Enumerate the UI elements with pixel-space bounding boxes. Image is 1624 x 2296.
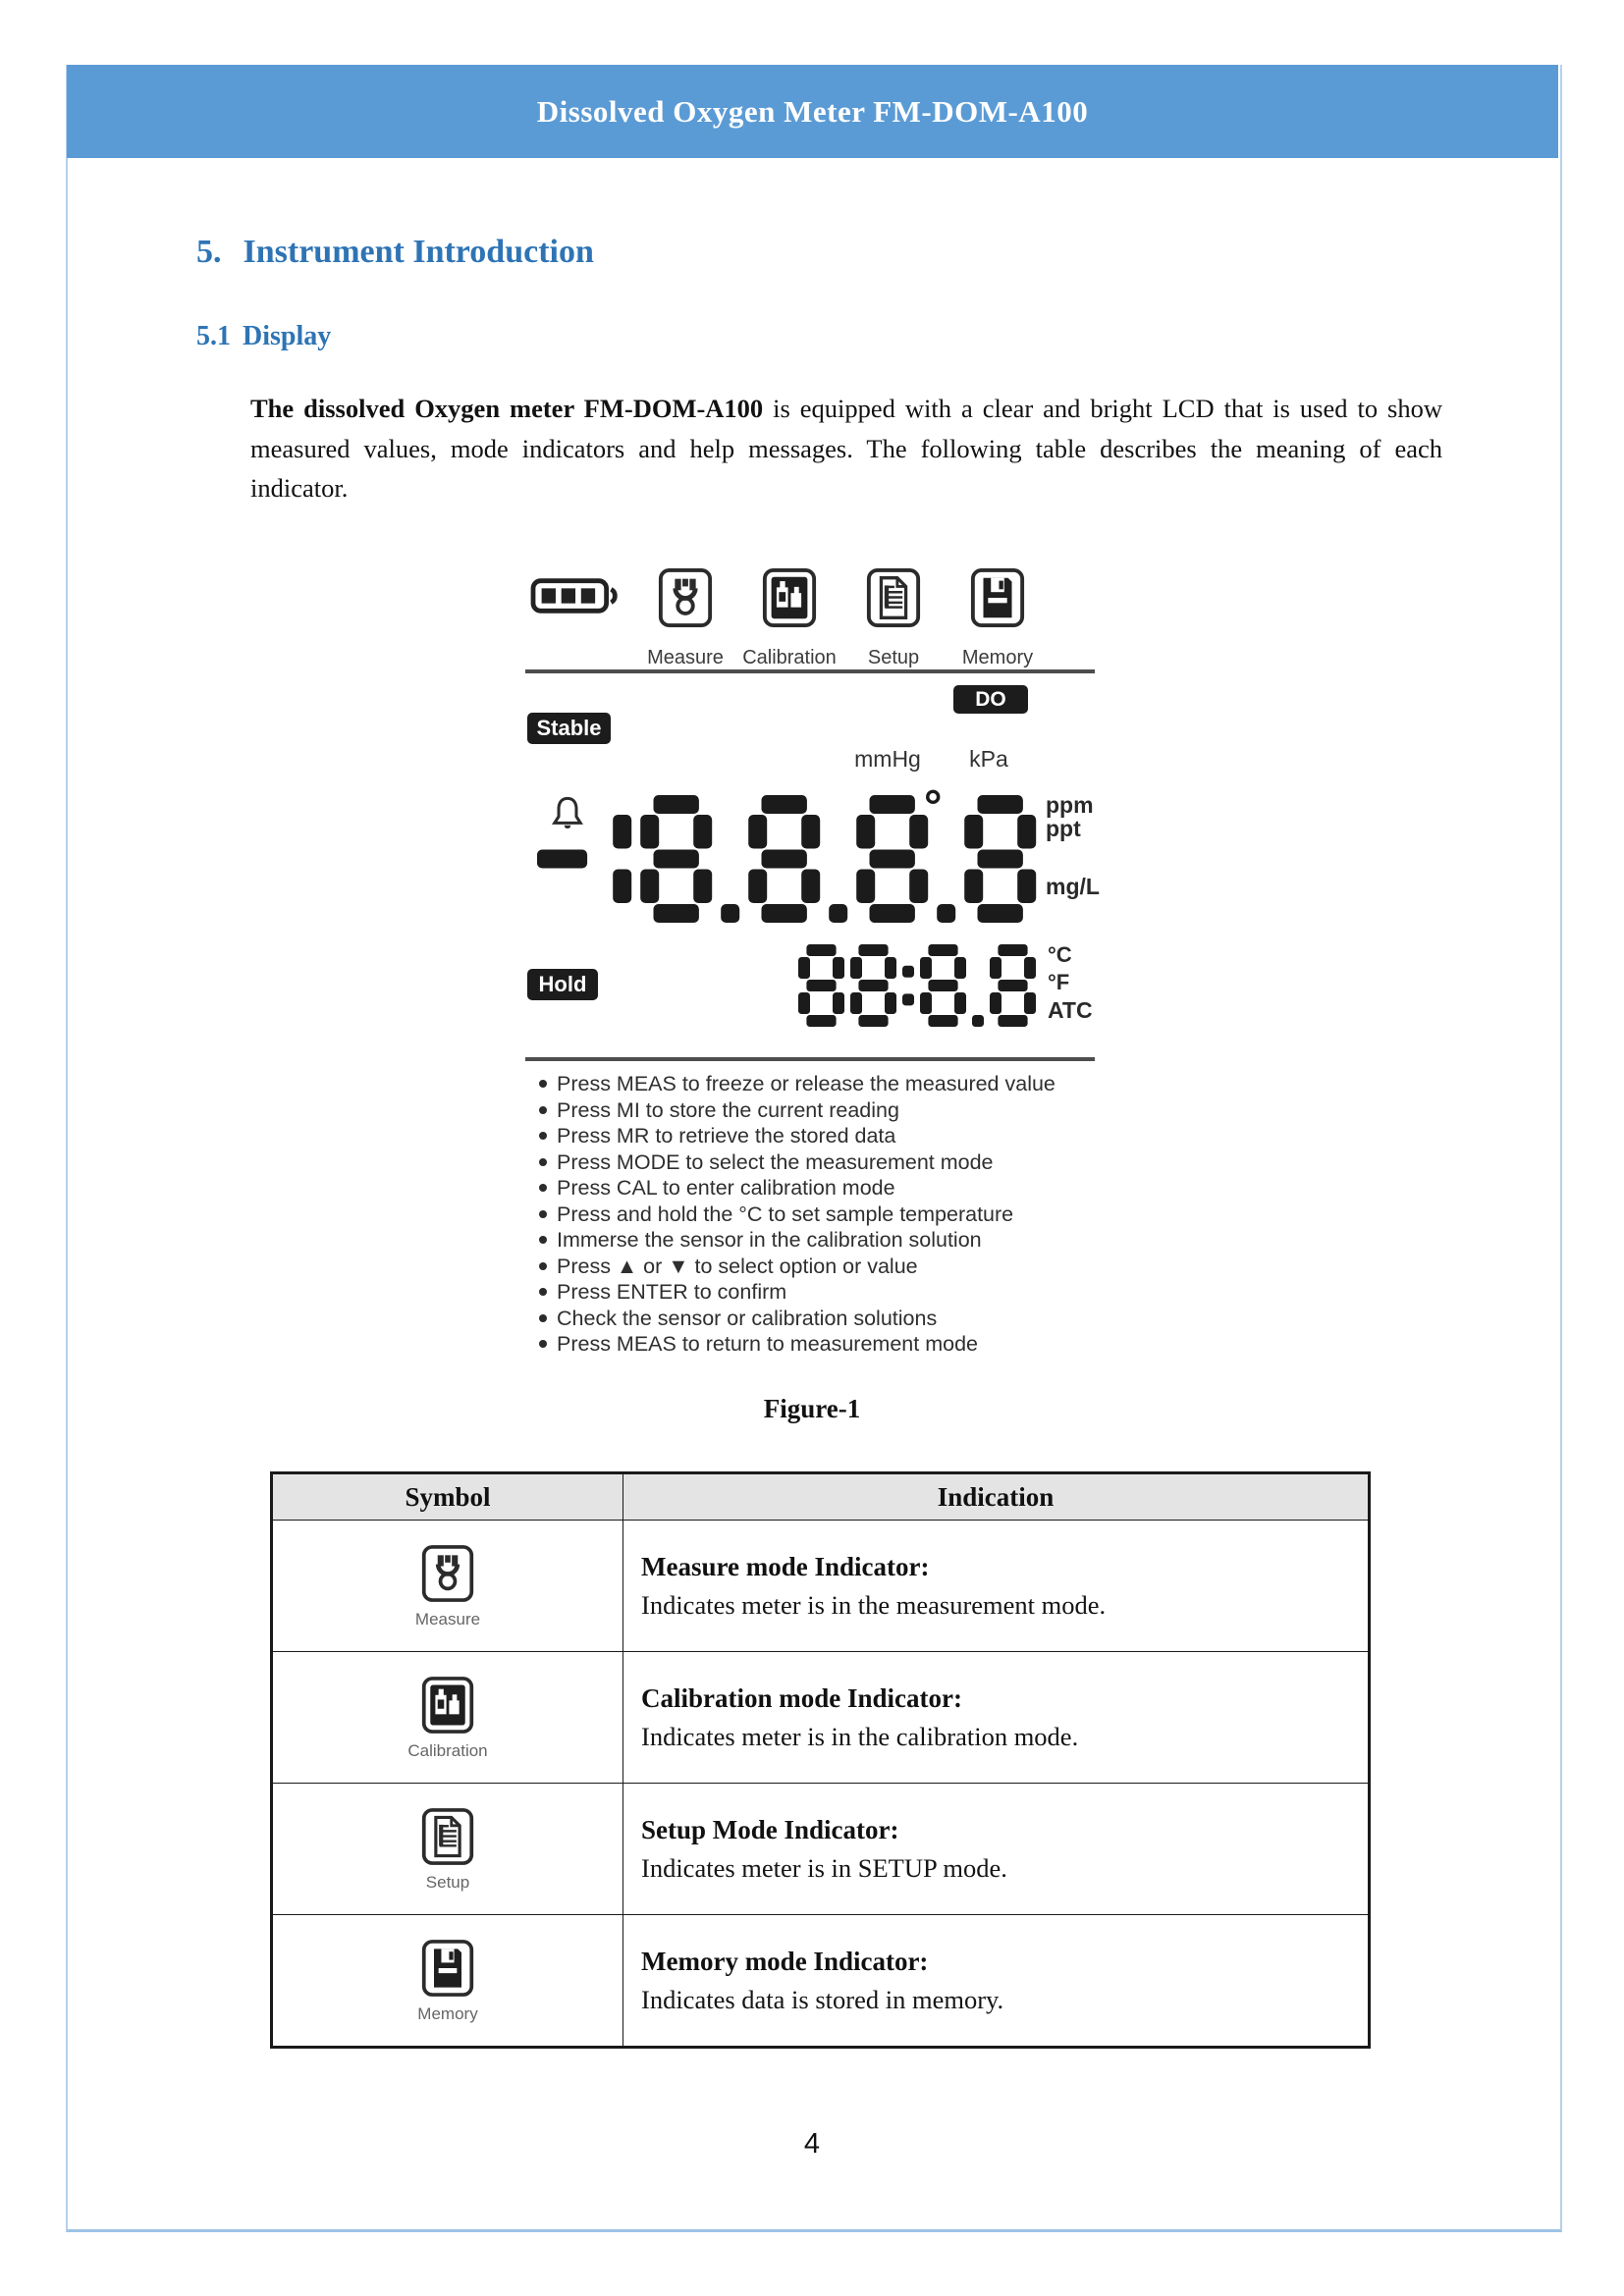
unit-temperature-block <box>1048 941 1093 1024</box>
setup-icon-label: Setup <box>867 647 920 668</box>
subsection-title: Display <box>243 321 332 351</box>
lcd-figure <box>525 553 1100 1364</box>
table-row <box>272 1521 1370 1652</box>
bullet-icon <box>539 1262 547 1270</box>
indication-desc: Indicates meter is in the calibration mode. <box>641 1722 1079 1751</box>
unit-atc: ATC <box>1048 997 1093 1023</box>
instruction-item: Press MI to store the current reading <box>537 1097 1093 1124</box>
table-header-indication: Indication <box>623 1473 1370 1521</box>
unit-ppm-ppt <box>1046 793 1094 840</box>
indication-desc: Indicates meter is in SETUP mode. <box>641 1853 1007 1883</box>
indication-cell <box>623 1652 1370 1784</box>
instruction-item: Press MEAS to freeze or release the measured value <box>537 1071 1093 1097</box>
mode-icon-setup <box>865 566 922 668</box>
bullet-icon <box>539 1314 547 1322</box>
bullet-icon <box>539 1210 547 1218</box>
memory-icon <box>969 616 1026 633</box>
table-row <box>272 1784 1370 1915</box>
indication-desc: Indicates data is stored in memory. <box>641 1985 1004 2014</box>
symbol-cell <box>272 1521 623 1652</box>
measure-icon <box>420 1591 475 1608</box>
calibration-icon <box>761 616 818 633</box>
unit-kpa: kPa <box>969 746 1008 772</box>
subsection-heading <box>196 321 331 352</box>
bullet-icon <box>539 1340 547 1348</box>
table-row <box>272 1915 1370 2048</box>
header-bar <box>67 65 1558 158</box>
setup-icon <box>420 1854 475 1871</box>
bullet-icon <box>539 1106 547 1114</box>
symbol-label: Memory <box>417 2003 478 2023</box>
indication-title: Memory mode Indicator: <box>641 1947 929 1976</box>
paragraph-text: is equipped with a clear and bright LCD that is used to show measured values, mode indicators and help messages. The following table describes the meaning of each indicator. <box>250 394 1442 503</box>
indication-cell <box>623 1521 1370 1652</box>
unit-ppt: ppt <box>1046 816 1081 841</box>
instruction-item: Press MODE to select the measurement mode <box>537 1149 1093 1176</box>
indication-title: Setup Mode Indicator: <box>641 1815 899 1844</box>
battery-icon <box>529 574 623 622</box>
setup-icon <box>865 616 922 633</box>
page-number: 4 <box>803 2128 821 2160</box>
measure-icon <box>657 616 714 633</box>
instruction-item: Press and hold the °C to set sample temperature <box>537 1201 1093 1228</box>
figure-caption: Figure-1 <box>763 1394 861 1423</box>
symbol-label: Calibration <box>407 1740 488 1760</box>
section-number: 5. <box>196 234 222 270</box>
unit-degf: °F <box>1048 970 1070 994</box>
indication-title: Calibration mode Indicator: <box>641 1683 962 1713</box>
degree-symbol: ° <box>924 780 943 831</box>
symbol-cell <box>272 1915 623 2048</box>
measure-icon-label: Measure <box>647 647 724 668</box>
indication-title: Measure mode Indicator: <box>641 1552 930 1581</box>
symbol-label: Measure <box>414 1609 481 1629</box>
table-row <box>272 1652 1370 1784</box>
bullet-icon <box>539 1184 547 1192</box>
instruction-list <box>537 1071 1093 1358</box>
unit-ppm: ppm <box>1046 792 1094 818</box>
instruction-item: Check the sensor or calibration solutions <box>537 1306 1093 1332</box>
symbol-cell <box>272 1652 623 1784</box>
do-badge: DO <box>953 685 1028 714</box>
paragraph-bold-lead: The dissolved Oxygen meter FM-DOM-A100 <box>250 394 764 423</box>
unit-mgl: mg/L <box>1046 874 1100 899</box>
mode-icon-calibration <box>742 566 837 668</box>
body-paragraph <box>250 389 1442 508</box>
hold-badge: Hold <box>527 969 598 1000</box>
main-display <box>537 780 1037 923</box>
bullet-icon <box>539 1132 547 1140</box>
memory-icon <box>420 1986 475 2002</box>
instruction-item: Press ENTER to confirm <box>537 1279 1093 1306</box>
indication-desc: Indicates meter is in the measurement mode. <box>641 1590 1107 1620</box>
bullet-icon <box>539 1080 547 1088</box>
table-header-row <box>272 1473 1370 1521</box>
indicator-table <box>270 1471 1371 2049</box>
instruction-item: Press MEAS to return to measurement mode <box>537 1331 1093 1358</box>
memory-icon-label: Memory <box>961 647 1034 668</box>
bullet-icon <box>539 1236 547 1244</box>
calibration-icon <box>420 1723 475 1739</box>
instruction-item: Press CAL to enter calibration mode <box>537 1175 1093 1201</box>
instruction-item: Press ▲ or ▼ to select option or value <box>537 1254 1093 1280</box>
subsection-number: 5.1 <box>196 321 231 351</box>
figure-divider-top <box>525 669 1095 673</box>
bullet-icon <box>539 1288 547 1296</box>
bullet-icon <box>539 1158 547 1166</box>
stable-badge: Stable <box>527 713 611 744</box>
unit-degc: °C <box>1048 942 1072 967</box>
mode-icon-memory <box>961 566 1034 668</box>
unit-mmhg: mmHg <box>854 746 921 772</box>
mode-icon-measure <box>647 566 724 668</box>
symbol-label: Setup <box>425 1872 470 1892</box>
instruction-item: Press MR to retrieve the stored data <box>537 1123 1093 1149</box>
symbol-cell <box>272 1784 623 1915</box>
indication-cell <box>623 1915 1370 2048</box>
section-heading <box>196 234 594 271</box>
calibration-icon-label: Calibration <box>742 647 837 668</box>
instruction-item: Immerse the sensor in the calibration solution <box>537 1227 1093 1254</box>
page-title: Dissolved Oxygen Meter FM-DOM-A100 <box>536 93 1089 129</box>
indication-cell <box>623 1784 1370 1915</box>
section-title: Instrument Introduction <box>243 234 594 270</box>
table-header-symbol: Symbol <box>272 1473 623 1521</box>
temperature-display <box>798 944 1036 1027</box>
figure-divider-bottom <box>525 1057 1095 1061</box>
